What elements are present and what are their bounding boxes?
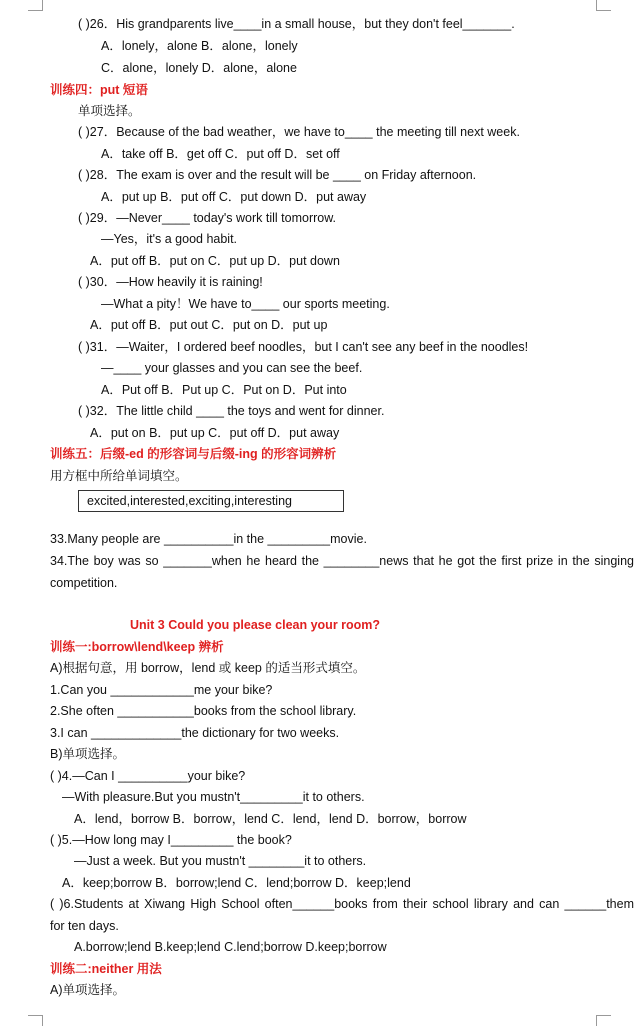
section-heading: 训练五：后缀-ed 的形容词与后缀-ing 的形容词辨析 bbox=[50, 447, 337, 461]
section-heading: 训练二:neither 用法 bbox=[50, 962, 162, 976]
text-line: 2.She often ___________books from the school library. bbox=[50, 704, 357, 718]
text-line: A．put off B．put on C．put up D．put down bbox=[90, 254, 340, 268]
text-line: 33.Many people are __________in the _________movie. bbox=[50, 532, 367, 546]
text-line: A．put up B．put off C．put down D．put away bbox=[101, 190, 367, 204]
text-line: 单项选择。 bbox=[78, 104, 141, 118]
text-line: ( )5.—How long may I_________ the book? bbox=[50, 833, 292, 847]
text-line: ( )6.Students at Xiwang High School often______books from their school library and can ______them bbox=[50, 897, 634, 911]
text-line: C．alone，lonely D．alone，alone bbox=[101, 61, 297, 75]
text-line: —Yes，it's a good habit. bbox=[101, 232, 238, 246]
text-line: —What a pity！We have to____ our sports meeting. bbox=[101, 297, 390, 311]
word-box bbox=[78, 490, 344, 512]
text-line: A．put off B．put out C．put on D．put up bbox=[90, 318, 328, 332]
text-line: ( )27．Because of the bad weather，we have to____ the meeting till next week. bbox=[78, 125, 520, 139]
text-line: ( )32．The little child ____ the toys and went for dinner. bbox=[78, 404, 385, 418]
text-line: ( )26．His grandparents live____in a small house，but they don't feel_______. bbox=[78, 17, 515, 31]
text-line: A．keep;borrow B．borrow;lend C．lend;borrow D．keep;lend bbox=[62, 876, 411, 890]
crop-mark-top-right bbox=[596, 0, 611, 11]
section-heading: 训练一:borrow\lend\keep 辨析 bbox=[50, 640, 224, 654]
word-box-text: excited,interested,exciting,interesting bbox=[87, 494, 292, 508]
text-line: 用方框中所给单词填空。 bbox=[50, 469, 188, 483]
text-line: 34.The boy was so _______when he heard the ________news that he got the first prize in the singing bbox=[50, 554, 634, 568]
section-heading: Unit 3 Could you please clean your room? bbox=[130, 618, 381, 632]
text-line: ( )4.—Can I __________your bike? bbox=[50, 769, 246, 783]
crop-mark-top-left bbox=[28, 0, 43, 11]
text-line: competition. bbox=[50, 576, 118, 590]
text-line: for ten days. bbox=[50, 919, 119, 933]
text-line: A．take off B．get off C．put off D．set off bbox=[101, 147, 340, 161]
text-line: 3.I can _____________the dictionary for two weeks. bbox=[50, 726, 340, 740]
text-line: —Just a week. But you mustn't ________it to others. bbox=[74, 854, 367, 868]
text-line: A)单项选择。 bbox=[50, 983, 126, 997]
text-line: ( )31．—Waiter，I ordered beef noodles，but I can't see any beef in the noodles! bbox=[78, 340, 529, 354]
text-line: A．put on B．put up C．put off D．put away bbox=[90, 426, 340, 440]
text-line: —____ your glasses and you can see the beef. bbox=[101, 361, 363, 375]
text-line: A.borrow;lend B.keep;lend C.lend;borrow D.keep;borrow bbox=[74, 940, 387, 954]
text-line: B)单项选择。 bbox=[50, 747, 126, 761]
crop-mark-bottom-left bbox=[28, 1015, 43, 1026]
text-line: A)根据句意，用 borrow，lend 或 keep 的适当形式填空。 bbox=[50, 661, 366, 675]
text-line: ( )28．The exam is over and the result will be ____ on Friday afternoon. bbox=[78, 168, 477, 182]
text-line: ( )30．—How heavily it is raining! bbox=[78, 275, 263, 289]
text-line: A．lonely，alone B．alone，lonely bbox=[101, 39, 298, 53]
section-heading: 训练四：put 短语 bbox=[50, 83, 148, 97]
text-line: ( )29．—Never____ today's work till tomorrow. bbox=[78, 211, 337, 225]
text-line: —With pleasure.But you mustn't_________it to others. bbox=[62, 790, 365, 804]
text-line: A．Put off B．Put up C．Put on D．Put into bbox=[101, 383, 347, 397]
text-line: A．lend，borrow B．borrow，lend C．lend，lend D．borrow，borrow bbox=[74, 812, 467, 826]
text-line: 1.Can you ____________me your bike? bbox=[50, 683, 273, 697]
crop-mark-bottom-right bbox=[596, 1015, 611, 1026]
